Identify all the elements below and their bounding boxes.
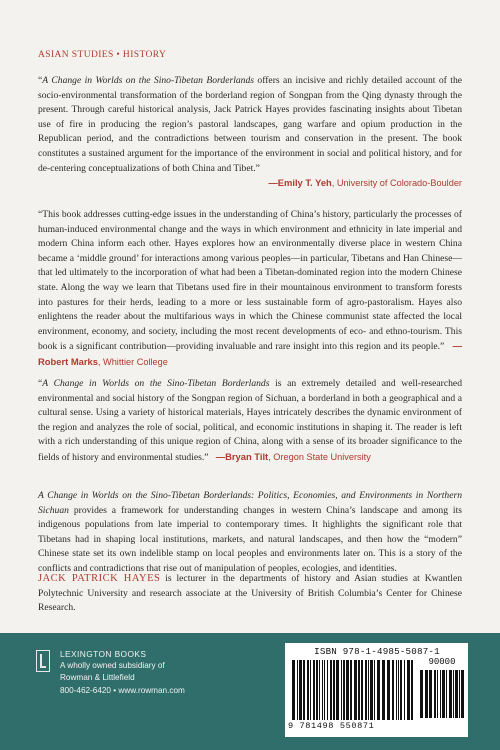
addon-barcode-icon bbox=[420, 670, 464, 720]
reviewer-name: —Emily T. Yeh bbox=[268, 177, 332, 189]
book-description bbox=[38, 489, 462, 577]
author-bio bbox=[38, 572, 462, 616]
publisher-logo-icon bbox=[36, 650, 50, 672]
publisher-info bbox=[60, 648, 220, 697]
price-code: 90000 bbox=[428, 657, 456, 667]
ean-barcode-icon bbox=[292, 660, 416, 724]
reviewer-affiliation: , University of Colorado-Boulder bbox=[331, 178, 462, 189]
isbn-label: ISBN 978-1-4985-5087-1 bbox=[314, 646, 440, 657]
publisher-line-1: A wholly owned subsidiary of bbox=[60, 661, 165, 671]
review-text: is an extremely detailed and well-researched environmental and social history of the Songpan region of Sichuan, a borderland in both a geographical and a cultural sense. Using a variety of historical materials, Hayes intricately describes the dynamic environment of the region and analyzes the role of social, political, and economic institutions in shaping it. The reader is left with a rich understanding of this unique region of China, along with a sense of its broader significance to the fields of history and environmental studies.” bbox=[38, 378, 462, 463]
description-text: provides a framework for understanding changes in western China’s landscape and among its indigenous populations from late imperial to contemporary times. It highlights the significant role that Tibetans had in shaping local institutions, markets, and natural landscapes, and then how the “modern” Chinese state set its own indelible stamp on local peoples and environments later on. This is a story of the conflicts and contradictions that rise out of manipulation of peoples, ecologies, and identities. bbox=[38, 504, 462, 574]
review-text: offers an incisive and richly detailed account of the socio-environmental transformation of the borderland region of Songpan from the Qing dynasty through the present. Through careful historical analysis, Jack Patrick Hayes provides fascinating insights about Tibetan use of fire in producing the region’s pastoral landscapes, gang warfare and opium production in the Republican period, and the contradictions between tourism and conservation in the present. The book constitutes a sustained argument for the importance of the environment in social and political history, and for de-centering conceptualizations of both China and Tibet.” bbox=[38, 75, 462, 174]
reviewer-affiliation: , Whittier College bbox=[97, 356, 168, 367]
barcode-digits: 9 781498 550871 bbox=[288, 721, 375, 731]
publisher-contact: 800-462-6420 • www.rowman.com bbox=[60, 685, 185, 695]
review-blurb-2 bbox=[38, 208, 462, 371]
review-attribution bbox=[38, 176, 462, 192]
publisher-line-2: Rowman & Littlefield bbox=[60, 673, 135, 683]
book-title-italic: A Change in Worlds on the Sino-Tibetan Borderlands: Politics, Economies, and Environments in Northern Sichuan bbox=[38, 490, 462, 516]
reviewer-name: —Bryan Tilt bbox=[215, 450, 269, 462]
book-title-italic: A Change in Worlds on the Sino-Tibetan Borderlands bbox=[42, 75, 254, 86]
review-attribution bbox=[216, 452, 371, 462]
review-blurb-3: “A Change in Worlds on the Sino-Tibetan Borderlands is an extremely detailed and well-researched environmental and social history of the Songpan region of Sichuan, a borderland in both a geographical and a cultural sense. Using a variety of historical materials, Hayes intricately describes the dynamic environment of the region and analyzes the role of social, political, and economic institutions in shaping it. The reader is left with a rich understanding of this unique region of China, along with a sense of its broader significance to the fields of history and environmental studies.” —Bryan Tilt, Oregon State University bbox=[38, 378, 462, 463]
reviewer-affiliation: , Oregon State University bbox=[268, 451, 371, 462]
author-name: JACK PATRICK HAYES bbox=[38, 573, 161, 584]
category-label: ASIAN STUDIES • HISTORY bbox=[38, 50, 167, 60]
publisher-name: LEXINGTON BOOKS bbox=[60, 649, 147, 659]
reviewer-name: —Robert Marks bbox=[38, 340, 463, 367]
review-text: “This book addresses cutting-edge issues in the understanding of China’s history, particularly the processes of human-induced environmental change and the ways in which environment and ethnicity in late imperial and modern China inform each other. Hayes explores how an environmentally diverse place in western China became a ‘middle ground’ for interactions among various peoples—in particular, Tibetans and Han Chinese—that led ultimately to the incorporation of what had been a Tibetan-dominated region into the modern Chinese state. Along the way we learn that Tibetans used fire in their mountainous environment to transform forests into pastures for their herds, leading to a more or less sustainable form of agro-pastoralism. Hayes also enlightens the reader about the multifarious ways in which the Chinese communist state affected the local environment, economy, and society, including the most recent developments of eco- and ethno-tourism. This book is a significant contribution—providing invaluable and rare insight into this region and its people.” bbox=[38, 209, 462, 353]
book-title-italic: A Change in Worlds on the Sino-Tibetan Borderlands bbox=[42, 378, 270, 389]
author-bio-text: is lecturer in the departments of history and Asian studies at Kwantlen Polytechnic University and research associate at the University of British Columbia’s Center for Chinese Research. bbox=[38, 573, 462, 614]
review-blurb-1: “A Change in Worlds on the Sino-Tibetan Borderlands offers an incisive and richly detailed account of the socio-environmental transformation of the borderland region of Songpan from the Qing dynasty through the present. Through careful historical analysis, Jack Patrick Hayes provides fascinating insights about Tibetan use of fire in producing the region’s pastoral landscapes, gang warfare and opium production in the Republican period, and the contradictions between tourism and conservation in the present. The book constitutes a sustained argument for the importance of the environment in social and political history, and for de-centering conceptualizations of both China and Tibet.” —Emily T. Yeh, University of Colorado-Boulder bbox=[38, 74, 462, 192]
